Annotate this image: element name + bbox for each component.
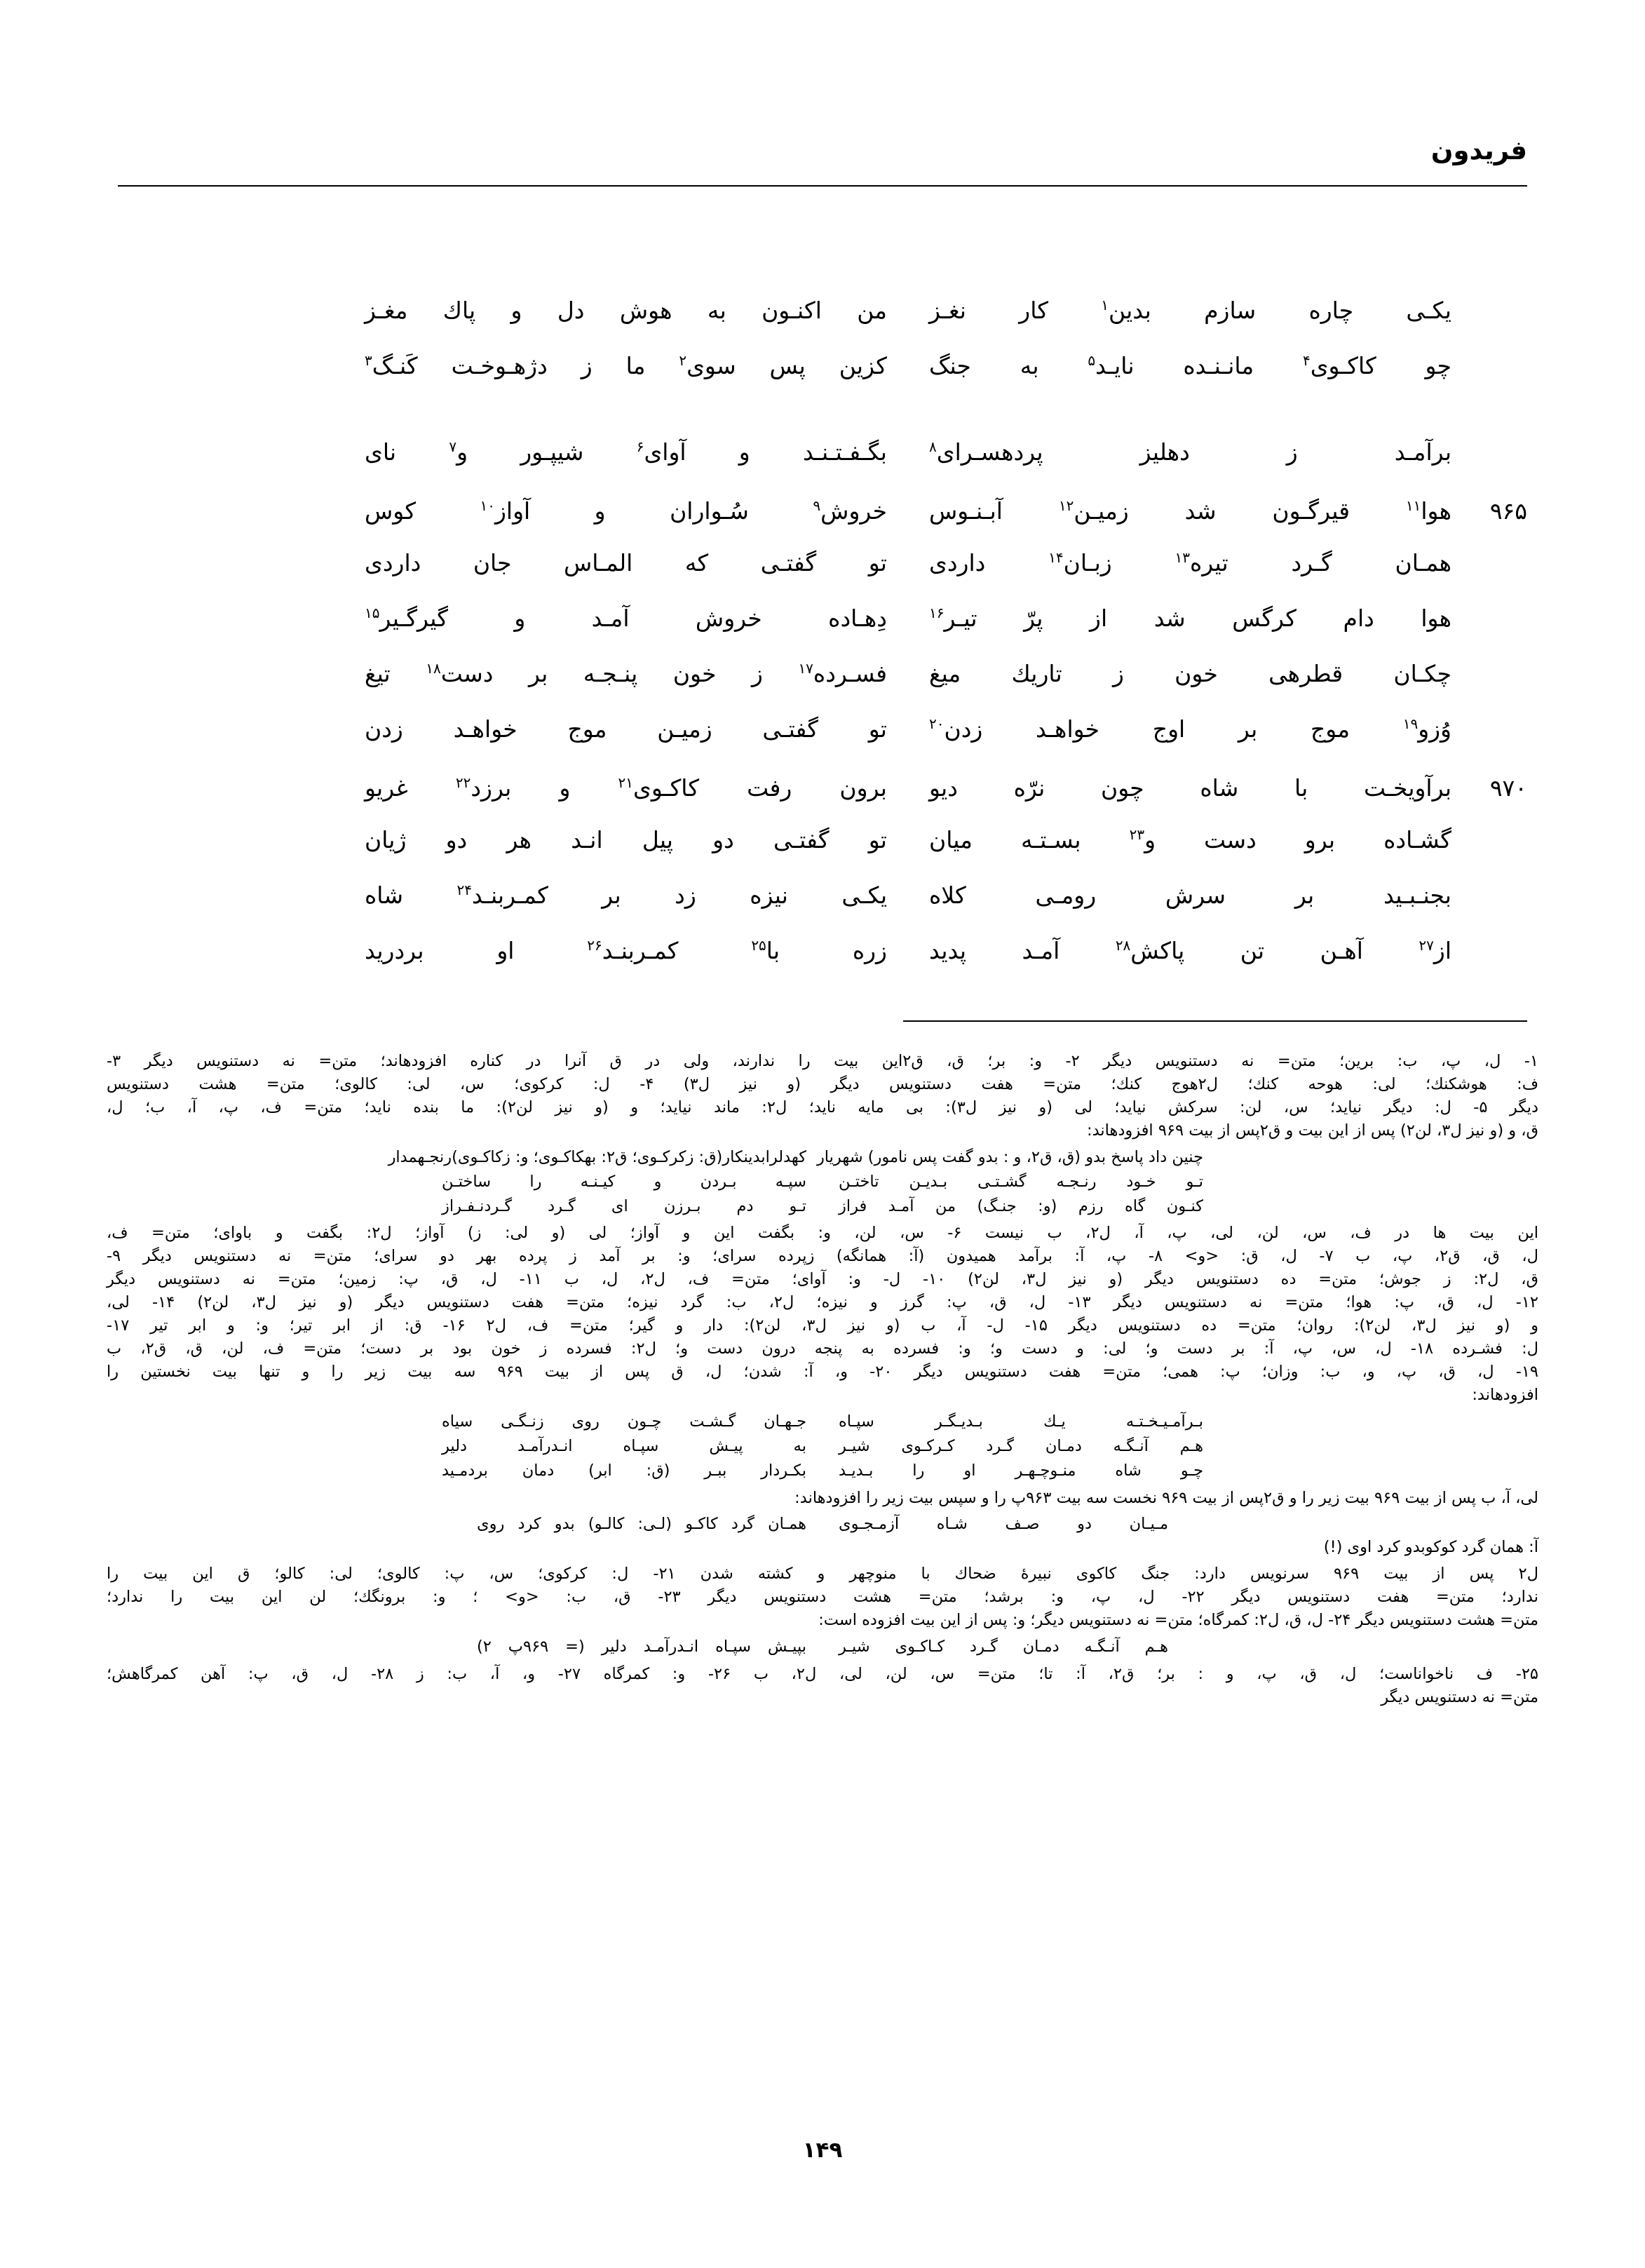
hemistich-text-tail: شاه: [365, 882, 457, 909]
hemistich-text: برآمـد ز دهلیز پردهسـرای: [936, 438, 1451, 466]
hemistich-b: [929, 295, 1451, 322]
footnote-marker: ۴: [1302, 352, 1311, 369]
hemistich-a: [365, 602, 887, 630]
footnote-marker: ۸: [929, 438, 937, 455]
footnote-marker: ۱۱: [1405, 497, 1421, 514]
hemistich-a: [365, 824, 887, 851]
hemistich-text-mid: ز خون پنـجـه بر دست: [440, 660, 799, 687]
apparatus-hemistich-a: هـم آنـگـه دمـان گـرد کـرکـوی شیـر: [839, 1436, 1203, 1455]
hemistich-text: گشـاده برو دست و: [1144, 826, 1451, 853]
footnote-marker: ۱۲: [1058, 497, 1074, 514]
footnote-marker: ۲۰: [929, 715, 945, 732]
hemistich-text: هوا دام کرگس شد از پرّ تیـر: [944, 605, 1451, 632]
footnote-marker: ۱: [1101, 297, 1109, 313]
apparatus-verse-line: [107, 1635, 1538, 1659]
hemistich-a: [365, 495, 887, 525]
verse-number-blank: [1451, 953, 1527, 959]
apparatus-verse-line: [107, 1410, 1538, 1434]
footnote-marker: ۳: [365, 352, 372, 369]
verse-line: [118, 769, 1527, 824]
hemistich-text-tail: آمـد پدید: [929, 937, 1116, 964]
apparatus-line: ق، ل٢: ز جوش؛ متن= ده دستنویس دیگر (و نیز ل٣، لن٢) ۱۰- ل- و: آوای؛ متن= ف، ل٢، ل، ب ۱۱- ل، ق، پ: زمین؛ متن= نه دستنویس دیگر: [107, 1270, 1538, 1289]
footnote-marker: ۱۶: [929, 605, 945, 621]
hemistich-b: [929, 436, 1451, 464]
hemistich-a: [365, 879, 887, 907]
hemistich-a: [365, 713, 887, 741]
hemistich-a: [365, 295, 887, 322]
apparatus-verse-line: [107, 1194, 1538, 1219]
verse-line: [118, 658, 1527, 713]
apparatus-line: ل٢ پس از بیت ۹۶۹ سرنویس دارد: جنگ کاکوی نبیرهٔ ضحاك با منوچهر و کشته شدن ۲۱- ل: کرکوی؛ س، پ: کالوی؛ لی: کالو؛ ق این بیت را: [107, 1565, 1538, 1584]
hemistich-text: کزین پس سوی: [686, 352, 887, 379]
hemistich-text: یکـی نیزه زد بر کمـربنـد: [471, 882, 887, 909]
apparatus-line: دیگر ۵- ل: دیگر نیاید؛ س، لن: سرکش نیاید؛ لی (و نیز ل٣): بی مایه ناید؛ ل٢: ماند نیاید؛ و (و نیز لن٢): ما بنده ناید؛ متن= ف، پ، آ، ب؛ ل،: [107, 1098, 1538, 1116]
apparatus-hemistich-a: مـیـان دو صـف شـاه آزمـجـوی: [839, 1515, 1168, 1534]
hemistich-text: تو گفتـی زمیـن موج خواهـد زدن: [365, 715, 887, 743]
apparatus-hemistich-a: چـو شاه منـوچـهـر او را بـدیـد: [839, 1461, 1203, 1480]
hemistich-text: خروش: [820, 497, 887, 525]
verse-number-blank: [1451, 565, 1527, 571]
footnote-marker: ۲۴: [456, 882, 472, 898]
hemistich-text: برون رفت کاکـوی: [633, 774, 887, 802]
verse-number-965: ۹۶۵: [1489, 497, 1527, 525]
header-divider: [118, 185, 1527, 187]
footnote-marker: ۱۰: [480, 497, 495, 514]
hemistich-text-mid: شیپـور و: [456, 438, 637, 466]
apparatus-line: ۱۲- ل، ق، پ: هوا؛ متن= نه دستنویس دیگر ۱۳- ل، ق، پ: گرز و نیزه؛ ل٢، ب: گرد نیزه؛ متن= هفت دستنویس دیگر (و نیز ل٣، لن٢) ۱۴- لی،: [107, 1293, 1538, 1312]
hemistich-text-mid: سُـواران و آواز: [495, 497, 813, 525]
apparatus-line: و (و نیز ل٣، لن٢): روان؛ متن= ده دستنویس دیگر ۱۵- ل- آ، ب (و نیز ل٣، لن٢): دار و گیر؛ متن= ف، ل٢ ۱۶- ق: از ابر تیر؛ و: و ابر تیر ۱۷-: [107, 1316, 1538, 1335]
footnote-marker: ۶: [636, 438, 644, 455]
verse-number: [1451, 313, 1527, 318]
apparatus-hemistich-a: چنین داد پاسخ بدو (ق، ق٢، و : بدو گفت پس نامور) شهریار: [816, 1147, 1203, 1166]
verse-line: [118, 602, 1527, 658]
apparatus-line: متن= نه دستنویس دیگر: [1381, 1687, 1538, 1706]
footnote-marker: ۱۴: [1048, 549, 1064, 566]
verse-number-blank: [1451, 842, 1527, 848]
verse-line: [118, 547, 1527, 602]
apparatus-line: این بیت ها در ف، س، لن، لی، پ، آ، ل٢، ب نیست ۶- س، لن، و: بگفت این و آواز؛ لی (و لی: ز) آواز؛ ل٢: بگفت و باوای؛ متن= ف،: [107, 1224, 1539, 1243]
hemistich-text: از: [1433, 937, 1452, 964]
hemistich-a: [365, 436, 887, 464]
apparatus-hemistich-a: تـو خـود رنـجـه گشـتـی بـدیـن تاختـن: [839, 1172, 1203, 1191]
hemistich-text-mid: کمـربنـد: [602, 937, 752, 964]
hemistich-text-tail: او بردرید: [365, 937, 588, 964]
hemistich-text: تو گفتـی دو پیل انـد هر دو ژیان: [365, 826, 887, 853]
apparatus-inserted-verses-4: [107, 1635, 1538, 1659]
apparatus-divider: [903, 1020, 1527, 1022]
footnote-marker: ۱۷: [798, 660, 813, 677]
apparatus-line: لی، آ، ب پس از بیت ۹۶۹ بیت زیر را و ق٢پس از بیت ۹۶۹ نخست سه بیت ۹۶۳پ را و سپس بیت زیر را افزودهاند:: [794, 1488, 1538, 1507]
apparatus-hemistich-b: سپـه بـردن و کیـنـه را ساختـن: [442, 1172, 806, 1191]
hemistich-text-tail: تیغ: [365, 660, 426, 687]
footnote-marker: ۲۲: [455, 774, 471, 791]
verse-number-blank: [1451, 454, 1527, 460]
apparatus-line: ف: هوشکنك؛ لی: هوحه کنك؛ ل٢هوج کنك؛ متن= هفت دستنویس دیگر (و نیز ل٣) ۴- ل: کرکوی؛ س، لی: کالوی؛ متن= هشت دستنویس: [107, 1074, 1539, 1093]
footnote-marker: ۲۱: [618, 774, 634, 791]
hemistich-text-tail: غریو: [365, 774, 456, 802]
verse-line: [118, 436, 1527, 492]
hemistich-b: [929, 935, 1451, 962]
footnote-marker: ۲۵: [751, 937, 766, 954]
verse-number-blank: [1451, 621, 1527, 626]
hemistich-text-tail: آبـنـوس: [929, 497, 1059, 525]
hemistich-b: [929, 495, 1452, 525]
page-number: ۱۴۹: [802, 2138, 843, 2163]
verse-number-blank: [1451, 676, 1527, 682]
apparatus-line: ق، و (و نیز ل٣، لن٢) پس از این بیت و ق٢پس از بیت ۹۶۹ افزودهاند:: [1087, 1121, 1538, 1140]
verse-line: [118, 295, 1527, 350]
hemistich-text: دِهـاده خروش آمـد و گیرگـیر: [379, 605, 887, 632]
apparatus-line: ندارد؛ متن= هفت دستنویس دیگر ۲۲- ل، پ، و: برشد؛ متن= هشت دستنویس دیگر ۲۳- ق، ب: <و> ؛ و: برونگك؛ لن این بیت را ندارد؛: [107, 1588, 1538, 1607]
hemistich-text-tail: به جنگ: [929, 352, 1088, 379]
apparatus-verse-line: [107, 1459, 1538, 1483]
apparatus-hemistich-b: به پیـش سپـاه انـدرآمـد دلیر: [442, 1436, 806, 1455]
apparatus-hemistich-b: همـان گرد کاکـو (لـی: کالـو) بدو کرد روی: [477, 1515, 806, 1534]
footnote-marker: ۲۷: [1419, 937, 1434, 954]
hemistich-text-mid: موج بر اوج خواهـد زدن: [944, 715, 1403, 743]
page-title: فریدون: [1430, 135, 1527, 166]
apparatus-line: ۱- ل، پ، ب: برین؛ متن= نه دستنویس دیگر ۲- و: بر؛ ق، ق٢این بیت را ندارند، ولی در ق آنرا در کناره افزودهاند؛ متن= نه دستنویس دیگر ۳-: [107, 1052, 1538, 1070]
footnote-marker: ۵: [1088, 352, 1096, 369]
apparatus-hemistich-b: بپیـش سپـاه انـدرآمـد دلیر (= ۹۶۹پ ۲): [477, 1638, 807, 1656]
hemistich-text: فسـرده: [813, 660, 887, 687]
footnote-marker: ۷: [449, 438, 457, 455]
hemistich-text: بگـفـتـنـد و آوای: [644, 438, 887, 466]
hemistich-text: برآویخـت با شاه چون نرّه دیو: [929, 774, 1451, 802]
apparatus-verse-line: [107, 1170, 1538, 1194]
apparatus-verse-line: [107, 1434, 1538, 1459]
hemistich-text-tail: نای: [365, 438, 449, 466]
hemistich-b: [929, 713, 1451, 741]
running-header: [118, 137, 1527, 198]
apparatus-line: ۲۵- ف ناخواناست؛ ل، ق، پ، و : بر؛ ق٢، آ: تا؛ متن= س، لن، لی، ل٢، ب ۲۶- و: کمرگاه ۲۷- و، آ، ب: ز ۲۸- ل، ق، پ: آهن کمرگاهش؛: [107, 1664, 1538, 1683]
hemistich-text-mid: و برزد: [471, 774, 618, 802]
critical-apparatus: [107, 1051, 1538, 1709]
hemistich-a: [365, 658, 887, 685]
footnote-marker: ۲: [679, 352, 687, 369]
apparatus-hemistich-a: کنـون گاه رزم (و: جنـگ) من آمـد فراز: [839, 1196, 1203, 1215]
apparatus-line: افزودهاند:: [1472, 1385, 1538, 1404]
verse-line: [118, 350, 1527, 405]
verse-number-970: ۹۷۰: [1489, 774, 1527, 802]
hemistich-text: تو گفتـی که المـاس جان داردی: [365, 549, 887, 576]
footnote-marker: ۲۶: [587, 937, 602, 954]
hemistich-a: [365, 772, 887, 802]
hemistich-text-tail: ما ز دژهـوخـت کَنـگ: [372, 352, 679, 379]
apparatus-hemistich-b: کهدلرابدینکار(ق: زکرکـوی؛ ق٢: بهکاکـوی؛ و: زکاکـوی)رنجـهمدار: [388, 1147, 806, 1166]
verse-text-body: [118, 295, 1527, 990]
verse-line: [118, 824, 1527, 879]
verse-line: [118, 713, 1527, 769]
couplet-group: [118, 295, 1527, 405]
apparatus-line: ۱۹- ل، ق، پ، و، ب: وزان؛ پ: همی؛ متن= هفت دستنویس دیگر ۲۰- و، آ: شدن؛ ل، ق پس از بیت ۹۶۹ سه بیت زیر را و تنها بیت نخستین را: [107, 1363, 1539, 1381]
hemistich-a: [365, 350, 887, 377]
hemistich-text-tail: بسـتـه میان: [929, 826, 1130, 853]
apparatus-verse-line: [107, 1512, 1538, 1537]
hemistich-text: زره با: [766, 937, 887, 964]
hemistich-b: [929, 658, 1451, 685]
verse-line: [118, 879, 1527, 935]
apparatus-hemistich-b: بکـردار ببـر (ق: ابر) دمان بردمـید: [442, 1461, 806, 1480]
couplet-group: [118, 436, 1527, 990]
verse-number-blank: [1451, 898, 1527, 903]
apparatus-inserted-verses-1: [107, 1145, 1538, 1219]
footnote-marker: ۱۸: [426, 660, 441, 677]
hemistich-a: [365, 935, 887, 962]
apparatus-hemistich-a: بـرآمـیـخـتـه یـك بـدیـگـر سپـاه: [839, 1412, 1203, 1431]
hemistich-text: بجنـبـید بر سرش رومـی کلاه: [929, 882, 1451, 909]
hemistich-text: چکـان قطرهی خون ز تاریك میغ: [929, 660, 1451, 687]
verse-number-blank: [1451, 731, 1527, 737]
apparatus-hemistich-b: جـهـان گـشـت چـون روی زنـگـی سیاه: [442, 1412, 806, 1431]
footnote-marker: ۹: [813, 497, 821, 514]
apparatus-hemistich-a: هـم آنـگـه دمـان گـرد کـاکـوی شیـر: [839, 1638, 1168, 1656]
apparatus-verse-variant-note: آ: همان گرد کوکوبدو کرد اوی (!): [1323, 1538, 1538, 1557]
hemistich-text-mid: زبـان: [1063, 549, 1175, 576]
hemistich-text: یکـی چاره سازم بدین: [1109, 297, 1451, 324]
hemistich-text: من اکنـون به هوش دل و پاك مغـز: [365, 297, 887, 324]
apparatus-line: ل، ق، ق٢، پ، ب ۷- ل، ق: <و> ۸- پ، آ: برآمد همیدون (آ: همانگه) زپرده سرای؛ و: بر آمد ز پرده بهر دو سرای؛ متن= نه دستنویس دیگر ۹-: [107, 1247, 1538, 1266]
hemistich-b: [929, 350, 1451, 377]
footnote-marker: ۲۸: [1115, 937, 1131, 954]
apparatus-inserted-verses-3: [107, 1512, 1538, 1559]
hemistich-text-mid: قیرگـون شد زمیـن: [1074, 497, 1406, 525]
hemistich-b: [929, 602, 1451, 630]
hemistich-a: [365, 547, 887, 574]
hemistich-b: [929, 547, 1451, 574]
hemistich-text: هوا: [1421, 497, 1452, 525]
apparatus-inserted-verses-2: [107, 1410, 1538, 1483]
verse-line: [118, 492, 1527, 547]
hemistich-text-mid: مانـنـده نایـد: [1095, 352, 1303, 379]
hemistich-text: همـان گـرد تیره: [1190, 549, 1451, 576]
verse-number-blank: [1451, 368, 1527, 374]
hemistich-text-tail: داردی: [929, 549, 1049, 576]
verse-line: [118, 935, 1527, 990]
hemistich-text-mid: آهـن تن پاکش: [1130, 937, 1419, 964]
apparatus-hemistich-b: تـو دم بـرزن ای گـرد گـردنـفـراز: [442, 1196, 806, 1215]
footnote-marker: ۱۵: [365, 605, 380, 621]
hemistich-b: [929, 824, 1451, 851]
hemistich-text: وُزو: [1418, 715, 1451, 743]
apparatus-line: متن= هشت دستنویس دیگر ۲۴- ل، ق، ل٢: کمرگاه؛ متن= نه دستنویس دیگر؛ و: پس از این بیت افزوده است:: [818, 1611, 1538, 1630]
hemistich-b: [929, 772, 1451, 802]
apparatus-line: ل: فشـرده ۱۸- ل، س، پ، آ: بر دست و؛ لی: و دست و؛ و: فسرده به پنجه درون دست و؛ ل٢: فسرده ز خون بود بر دست؛ متن= ف، لن، ق، ق٢، ب: [107, 1339, 1538, 1358]
apparatus-verse-line: [107, 1145, 1538, 1170]
hemistich-text-tail: کار نغـز: [929, 297, 1102, 324]
footnote-marker: ۱۹: [1402, 715, 1419, 732]
hemistich-b: [929, 879, 1451, 907]
hemistich-text: چو کاکـوی: [1310, 352, 1451, 379]
hemistich-text-tail: کوس: [365, 497, 480, 525]
footnote-marker: ۱۳: [1174, 549, 1190, 566]
footnote-marker: ۲۳: [1129, 826, 1145, 843]
